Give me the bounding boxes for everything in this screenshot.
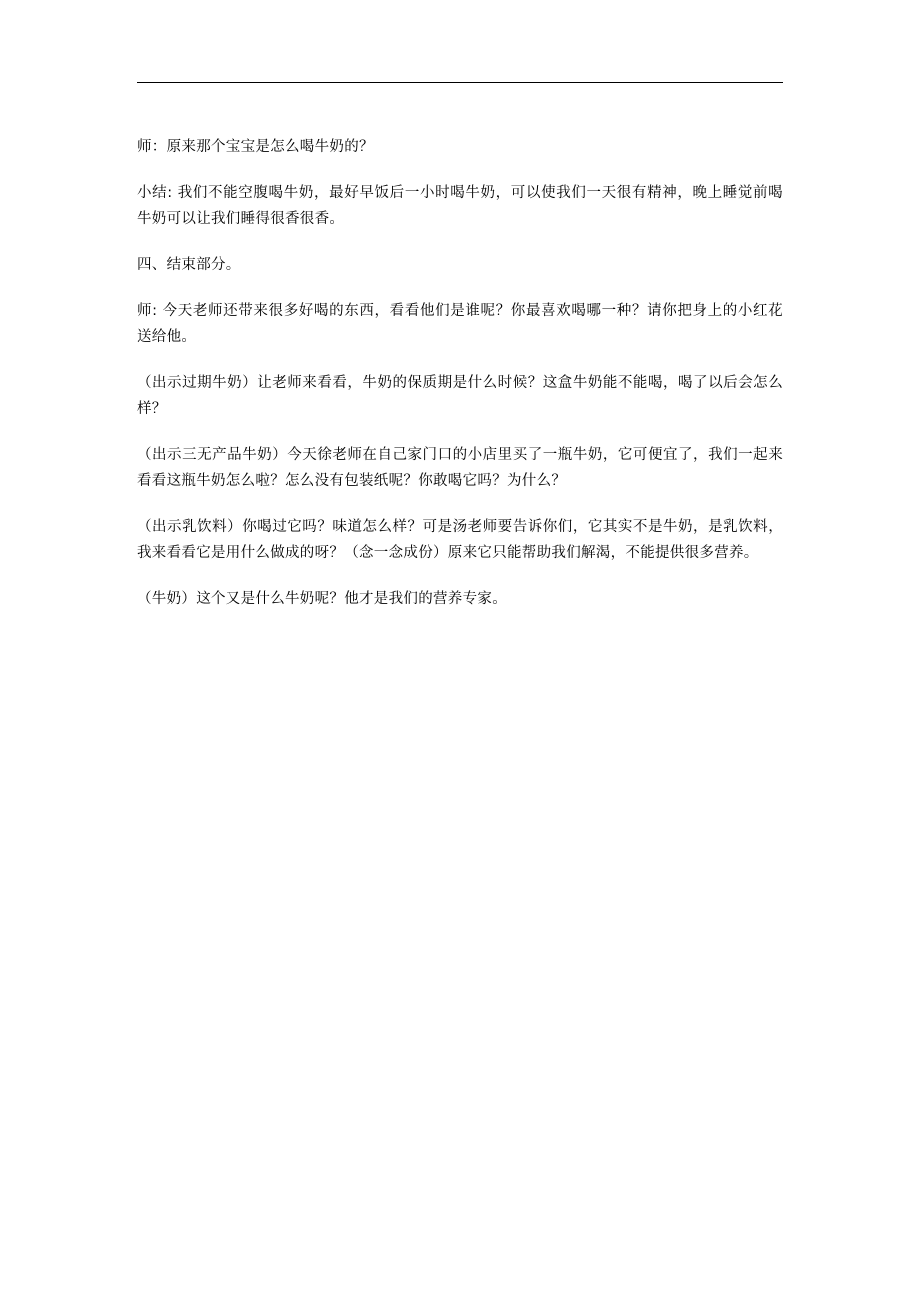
paragraph-unlabeled-milk: （出示三无产品牛奶）今天徐老师在自己家门口的小店里买了一瓶牛奶，它可便宜了，我们一起来看看这瓶牛奶怎么啦？怎么没有包装纸呢？你敢喝它吗？为什么？ bbox=[137, 447, 783, 489]
paragraph-real-milk: （牛奶）这个又是什么牛奶呢？他才是我们的营养专家。 bbox=[137, 591, 507, 607]
section-heading-ending: 四、结束部分。 bbox=[137, 257, 241, 273]
document-body bbox=[137, 134, 783, 632]
paragraph-expired-milk: （出示过期牛奶）让老师来看看，牛奶的保质期是什么时候？这盒牛奶能不能喝，喝了以后会怎么样？ bbox=[137, 375, 783, 417]
paragraph-teacher-drinks: 师: 今天老师还带来很多好喝的东西，看看他们是谁呢？你最喜欢喝哪一种？请你把身上的小红花送给他。 bbox=[137, 303, 783, 345]
paragraph-milk-drink: （出示乳饮料）你喝过它吗？味道怎么样？可是汤老师要告诉你们，它其实不是牛奶，是乳饮料，我来看看它是用什么做成的呀？（念一念成份）原来它只能帮助我们解渴，不能提供很多营养。 bbox=[137, 519, 783, 561]
paragraph-summary: 小结: 我们不能空腹喝牛奶，最好早饭后一小时喝牛奶，可以使我们一天很有精神，晚上睡觉前喝牛奶可以让我们睡得很香很香。 bbox=[137, 185, 783, 227]
header-rule bbox=[137, 82, 783, 83]
paragraph-teacher-question: 师：原来那个宝宝是怎么喝牛奶的？ bbox=[137, 139, 374, 155]
